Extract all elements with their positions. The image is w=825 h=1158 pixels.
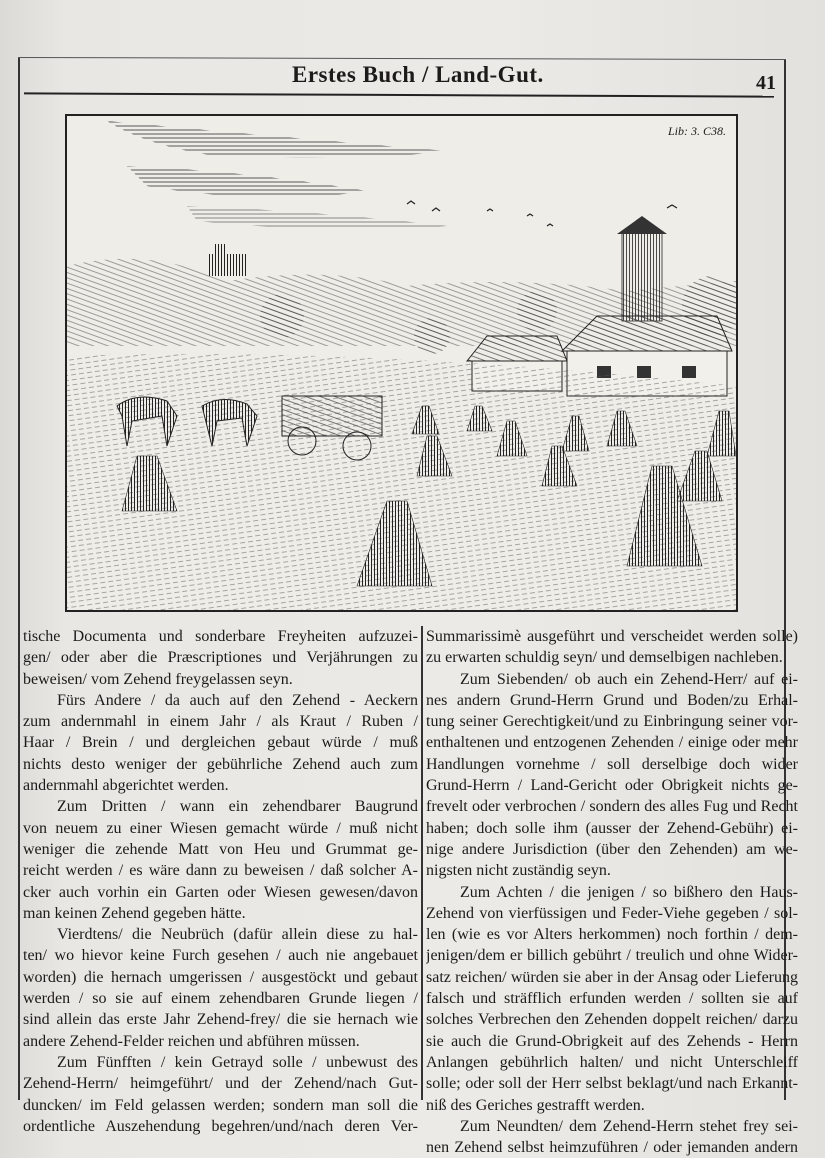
text-line: ten/ wo hievor keine Furch gesehen / auch nie angebauet [23, 947, 418, 965]
text-line: andere Zehend-Felder reichen und abführen müssen. [23, 1032, 360, 1050]
text-line: beweisen/ vom Zehend freygelassen seyn. [23, 670, 293, 688]
text-line: falsch und sträfflich erfunden werden / sollten sie auf [426, 990, 798, 1008]
text-line: enthaltenen und entzogenen Zehenden / einige oder mehr [426, 734, 798, 752]
text-line: satz reichen/ würden sie aber in der Ansag oder Lieferung [426, 968, 798, 986]
engraving-harvest-scene [65, 114, 738, 612]
text-line: Zum Dritten / wann ein zehendbarer Baugrund [57, 798, 418, 816]
text-line: solches Verbrechen den Zehenden doppelt reichen/ darzu [426, 1011, 798, 1029]
text-line: sind allein das erste Jahr Zehend-frey/ die sie hernach wie [23, 1011, 418, 1029]
text-line: Zum Achten / die jenigen / so bißhero den Haus- [460, 883, 798, 901]
text-line: frevelt oder verbrochen / sondern des alles Fug und Recht [426, 798, 798, 816]
text-line: niß des Geriches gestrafft werden. [426, 1096, 645, 1114]
page-frame-left [18, 58, 20, 1100]
text-line: von neuem zu einer Wiesen gemacht würde / muß nicht [23, 819, 418, 837]
text-line: Anlangen gebührlich halten/ und nicht Unterschleiff [426, 1053, 798, 1071]
sky-clouds [107, 121, 447, 229]
text-line: Zum Neundten/ dem Zehend-Herrn stehet frey sei- [460, 1117, 798, 1135]
text-column-right [426, 626, 798, 1158]
running-title: Erstes Buch / Land-Gut. [292, 62, 544, 87]
text-line: Zehend von vierfüssigen und Feder-Viehe gegeben / sol- [426, 904, 798, 922]
text-line: Handlungen vornehme / soll derselbige doch wider [426, 755, 798, 773]
text-line: Fürs Andere / da auch auf den Zehend - Aeckern [57, 691, 418, 709]
text-line: nigsten nicht zuständig seyn. [426, 862, 611, 880]
text-line: solle; oder soll der Herr selbst beklagt/und nach Erkannt- [426, 1075, 798, 1093]
text-line: nes andern Grund-Herrn Grund und Boden/zu Erhal- [426, 691, 798, 709]
text-line: tische Documenta und sonderbare Freyheiten aufzuzei- [23, 628, 418, 645]
text-line: weniger die zehende Matt von Heu und Grummat ge- [23, 840, 418, 858]
text-line: Summarissimè ausgeführt und verscheidet werden solle) [426, 628, 798, 645]
text-line: Grund-Herrn / Land-Gericht oder Obrigkeit nichts ge- [426, 777, 798, 795]
text-line: nige andere Jurisdiction (über den Zehenden) am we- [426, 840, 798, 858]
text-line: andernmahl abgerichtet werden. [23, 777, 229, 795]
text-line: man keinen Zehend gegeben hätte. [23, 904, 246, 922]
text-line: nichts desto weniger der gebührliche Zehend auch zum [23, 755, 418, 773]
engraving-illustration [67, 116, 736, 610]
text-line: worden) die hernach umgerissen / ausgestöckt und gebaut [23, 968, 418, 986]
text-line: Zum Fünfften / kein Getrayd solle / unbewust des [57, 1053, 418, 1071]
text-line: zum andernmahl in einem Jahr / als Kraut / Ruben / [23, 713, 418, 731]
column-divider [421, 626, 423, 1100]
text-line: gen/ oder aber die Præscriptiones und Verjährungen zu [23, 649, 418, 667]
text-column-left [23, 626, 418, 1137]
text-line: cker auch vorhin ein Garten oder Wiesen gewesen/davon [23, 883, 418, 901]
text-line: nen Zehend selbst heimzuführen / oder jemanden andern [426, 1139, 798, 1157]
text-line: tung seiner Gerechtigkeit/und zu Einbringung seiner vor- [426, 713, 798, 731]
text-line: jenigen/dem er billich gebührt / treulich und ohne Wider- [426, 947, 798, 965]
running-header [20, 58, 784, 96]
page-number: 41 [756, 72, 776, 94]
text-line: sie auch die Grund-Obrigkeit auf des Zehends - Herrn [426, 1032, 798, 1050]
text-line: duncken/ im Feld gelassen werden; sondern man soll die [23, 1096, 418, 1114]
text-line: Zehend-Herrn/ heimgeführt/ und der Zehend/nach Gut- [23, 1075, 418, 1093]
text-line: werden / so sie auf einem zehendbaren Grunde liegen / [23, 990, 418, 1008]
text-line: Haar / Brein / und dergleichen gebaut würde / muß [23, 734, 418, 752]
plate-reference: Lib: 3. C38. [667, 124, 726, 138]
text-line: Zum Siebenden/ ob auch ein Zehend-Herr/ auf ei- [460, 670, 798, 688]
text-line: reicht werden / es wäre dann zu beweisen / daß solcher A- [23, 862, 418, 880]
text-line: zu erwarten schuldig seyn/ und demselbigen nachleben. [426, 649, 783, 667]
text-line: ordentliche Auszehendung begehren/und/nach deren Ver- [23, 1117, 418, 1135]
text-line: len (wie es vor Alters herkommen) noch forthin / dem- [426, 926, 798, 944]
text-line: Vierdtens/ die Neubrüch (dafür allein diese zu hal- [57, 926, 418, 944]
text-line: haben; doch solle ihm (ausser der Zehend-Gebühr) ei- [426, 819, 798, 837]
